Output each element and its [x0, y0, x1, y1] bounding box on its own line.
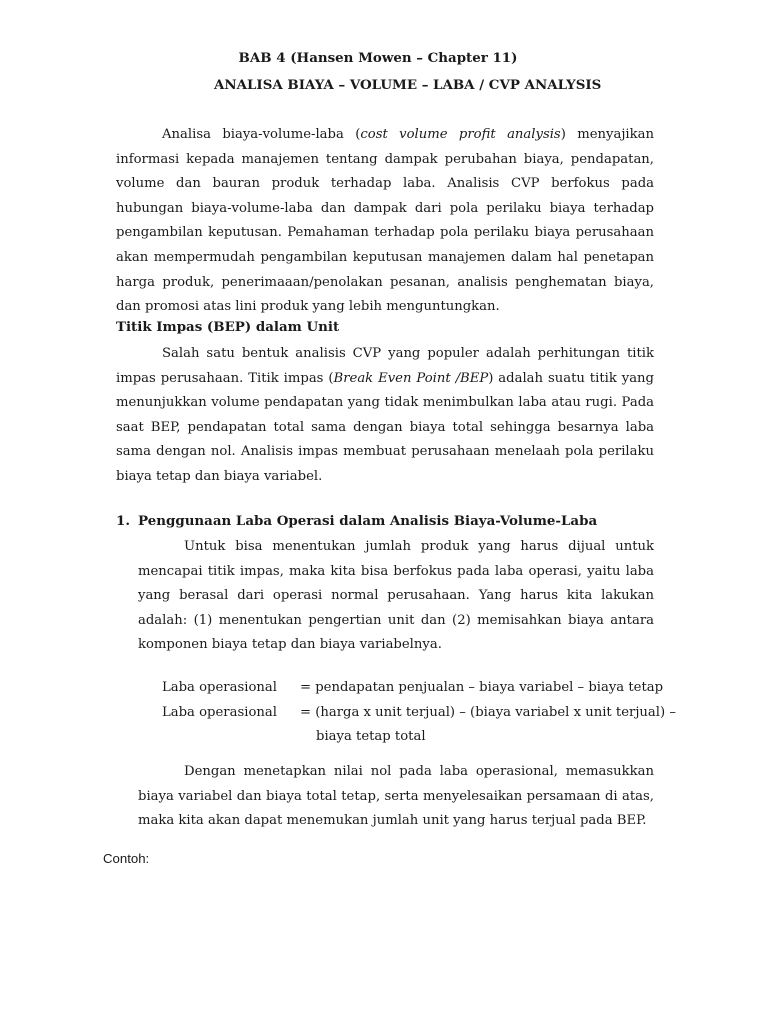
closing-paragraph: [138, 760, 654, 834]
bep-italic-term: Break Even Point /BEP: [333, 370, 489, 386]
formula-expression: = (harga x unit terjual) – (biaya variabel x unit terjual) –: [300, 705, 676, 720]
intro-paragraph: [116, 123, 654, 320]
intro-italic-term: cost volume profit analysis: [360, 127, 561, 142]
section-paragraph-text: Untuk bisa menentukan jumlah produk yang harus dijual untuk mencapai titik impas, maka kita bisa berfokus pada laba operasi, yaitu laba yang berasal dari operasi normal perusahaan. Yang harus kita lakukan adalah: (1) menentukan pengertian unit dan (2) memisahkan biaya antara komponen biaya tetap dan biaya variabelnya.: [138, 539, 654, 653]
closing-paragraph-text: Dengan menetapkan nilai nol pada laba operasional, memasukkan biaya variabel dan biaya total tetap, serta menyelesaikan persamaan di atas, maka kita akan dapat menemukan jumlah unit yang harus terjual pada BEP.: [138, 764, 654, 829]
bep-text-before: Salah satu bentuk analisis CVP yang populer adalah perhitungan titik impas perusahaan. Titik impas (: [116, 346, 654, 386]
bep-paragraph: [116, 342, 654, 490]
section-heading: [116, 513, 597, 529]
intro-text-before: Analisa biaya-volume-laba (: [162, 127, 361, 142]
formula-continuation: biaya tetap total: [316, 729, 426, 744]
chapter-subtitle: ANALISA BIAYA – VOLUME – LABA / CVP ANALYSIS: [214, 77, 602, 93]
chapter-title: BAB 4 (Hansen Mowen – Chapter 11): [238, 50, 518, 66]
bep-heading: Titik Impas (BEP) dalam Unit: [116, 319, 340, 335]
section-heading-text: Penggunaan Laba Operasi dalam Analisis Biaya-Volume-Laba: [138, 513, 598, 529]
section-number: 1.: [116, 513, 130, 529]
bep-text-after: ) adalah suatu titik yang menunjukkan volume pendapatan yang tidak menimbulkan laba atau rugi. Pada saat BEP, pendapatan total sama dengan biaya total sehingga besarnya laba sama dengan nol. Analisis impas membuat perusahaan menelaah pola perilaku biaya tetap dan biaya variabel.: [116, 370, 654, 484]
formula-expression: = pendapatan penjualan – biaya variabel – biaya tetap: [300, 680, 664, 695]
formula-label: Laba operasional: [162, 705, 277, 720]
formula-label: Laba operasional: [162, 680, 277, 695]
section-paragraph: [138, 535, 654, 658]
intro-text-after: ) menyajikan informasi kepada manajemen tentang dampak perubahan biaya, pendapatan, volume dan bauran produk terhadap laba. Analisis CVP berfokus pada hubungan biaya-volume-laba dan dampak dari pola perilaku biaya terhadap pengambilan keputusan. Pemahaman terhadap pola perilaku biaya perusahaan akan mempermudah pengambilan keputusan manajemen dalam hal penetapan harga produk, penerimaaan/penolakan pesanan, analisis penghematan biaya, dan promosi atas lini produk yang lebih menguntungkan.: [116, 127, 655, 315]
example-label: Contoh:: [103, 851, 150, 866]
